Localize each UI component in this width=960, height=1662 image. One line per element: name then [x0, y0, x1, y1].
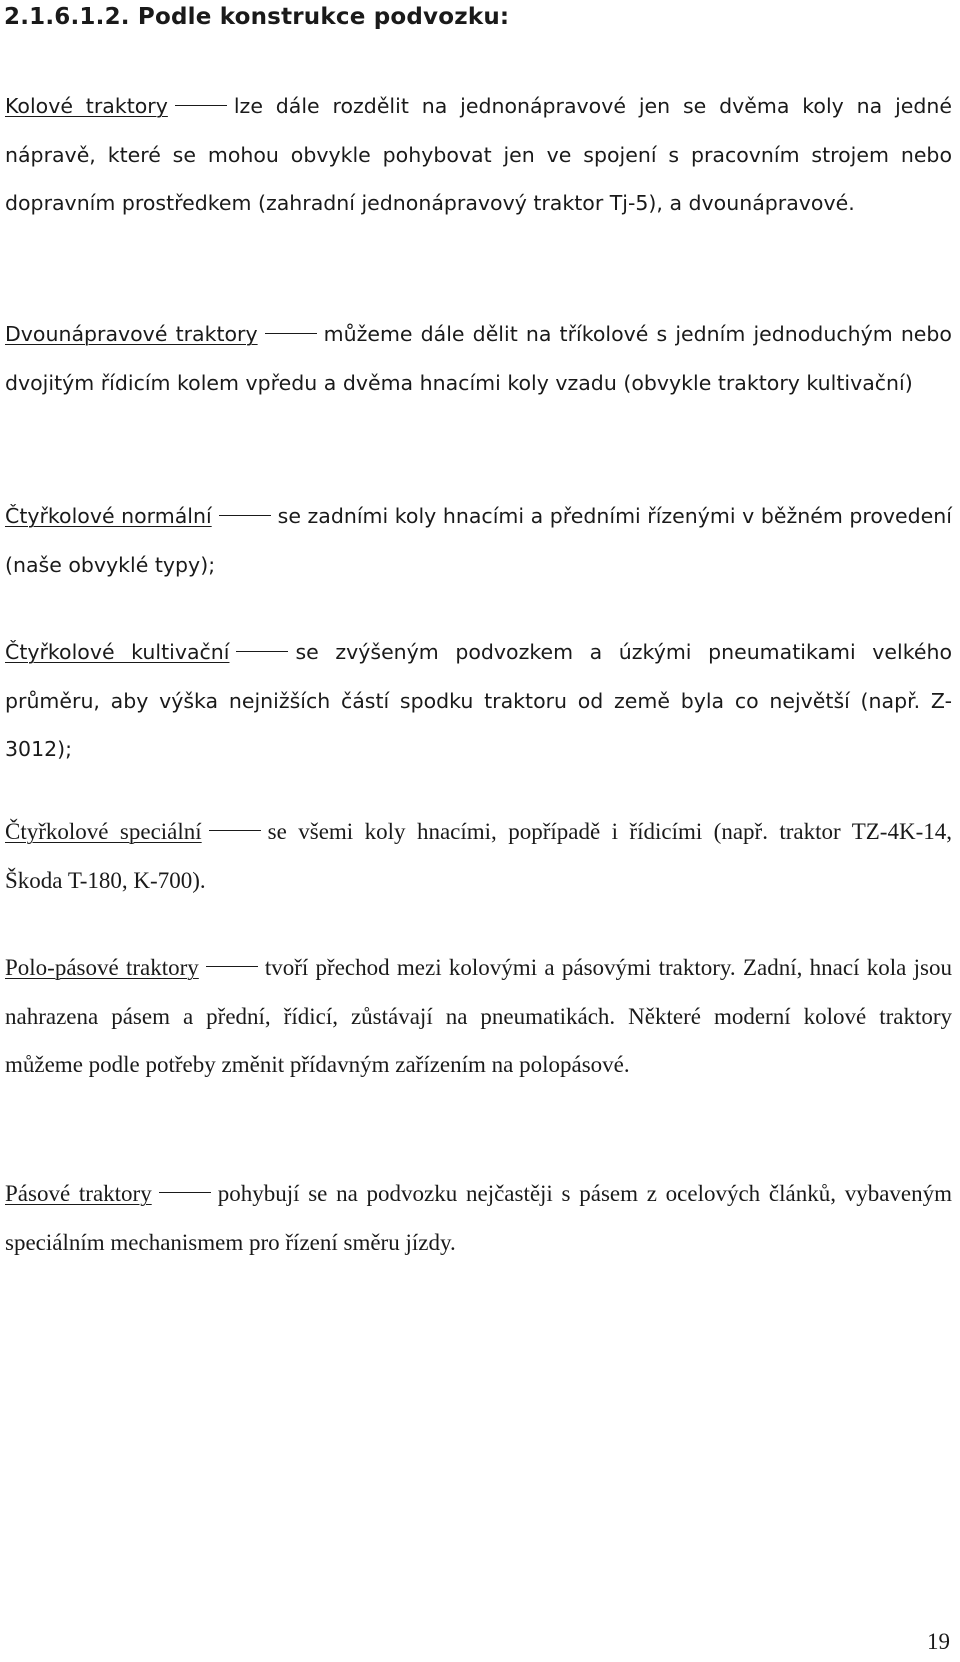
paragraph-kolove-traktory: [5, 82, 952, 228]
term-kolove-traktory: Kolové traktory: [5, 94, 168, 118]
paragraph-ctyrkolove-specialni: [5, 808, 952, 905]
paragraph-text: se zvýšeným podvozkem a úzkými pneumatikami velkého průměru, aby výška nejnižších částí spodku traktoru od země byla co největší (např. Z-3012);: [5, 640, 952, 761]
section-heading: 2.1.6.1.2. Podle konstrukce podvozku:: [4, 4, 510, 30]
term-ctyrkolove-kultivacni: Čtyřkolové kultivační: [5, 640, 230, 664]
paragraph-text: lze dále rozdělit na jednonápravové jen se dvěma koly na jedné nápravě, které se mohou obvykle pohybovat jen ve spojení s pracovním strojem nebo dopravním prostředkem (zahradní jednonápravový traktor Tj-5), a dvounápravové.: [5, 94, 952, 215]
paragraph-polo-pasove-traktory: [5, 944, 952, 1090]
term-pasove-traktory: Pásové traktory: [5, 1181, 152, 1206]
paragraph-text: se všemi koly hnacími, popřípadě i řídicími (např. traktor TZ-4K-14, Škoda T-180, K-700).: [5, 819, 952, 893]
em-dash: [219, 515, 271, 516]
paragraph-ctyrkolove-kultivacni: [5, 628, 952, 774]
em-dash: [159, 1192, 211, 1193]
em-dash: [265, 333, 317, 334]
em-dash: [209, 830, 261, 831]
paragraph-text: tvoří přechod mezi kolovými a pásovými traktory. Zadní, hnací kola jsou nahrazena pásem a přední, řídicí, zůstávají na pneumatikách. Některé moderní kolové traktory můžeme podle potřeby změnit přídavným zařízením na polopásové.: [5, 955, 952, 1077]
paragraph-pasove-traktory: [5, 1170, 952, 1267]
term-ctyrkolove-normalni: Čtyřkolové normální: [5, 504, 212, 528]
em-dash: [175, 105, 227, 106]
paragraph-text: pohybují se na podvozku nejčastěji s pásem z ocelových článků, vybaveným speciálním mechanismem pro řízení směru jízdy.: [5, 1181, 953, 1255]
paragraph-text: můžeme dále dělit na tříkolové s jedním jednoduchým nebo dvojitým řídicím kolem vpředu a dvěma hnacími koly vzadu (obvykle traktory kultivační): [5, 322, 952, 395]
paragraph-dvounapravove-traktory: [5, 310, 952, 407]
term-ctyrkolove-specialni: Čtyřkolové speciální: [5, 819, 202, 844]
page-number: 19: [927, 1629, 950, 1654]
paragraph-ctyrkolove-normalni: [5, 492, 952, 589]
term-dvounapravove-traktory: Dvounápravové traktory: [5, 322, 258, 346]
em-dash: [236, 651, 288, 652]
paragraph-text: se zadními koly hnacími a předními řízenými v běžném provedení (naše obvyklé typy);: [5, 504, 952, 577]
term-polo-pasove-traktory: Polo-pásové traktory: [5, 955, 199, 980]
em-dash: [206, 966, 258, 967]
